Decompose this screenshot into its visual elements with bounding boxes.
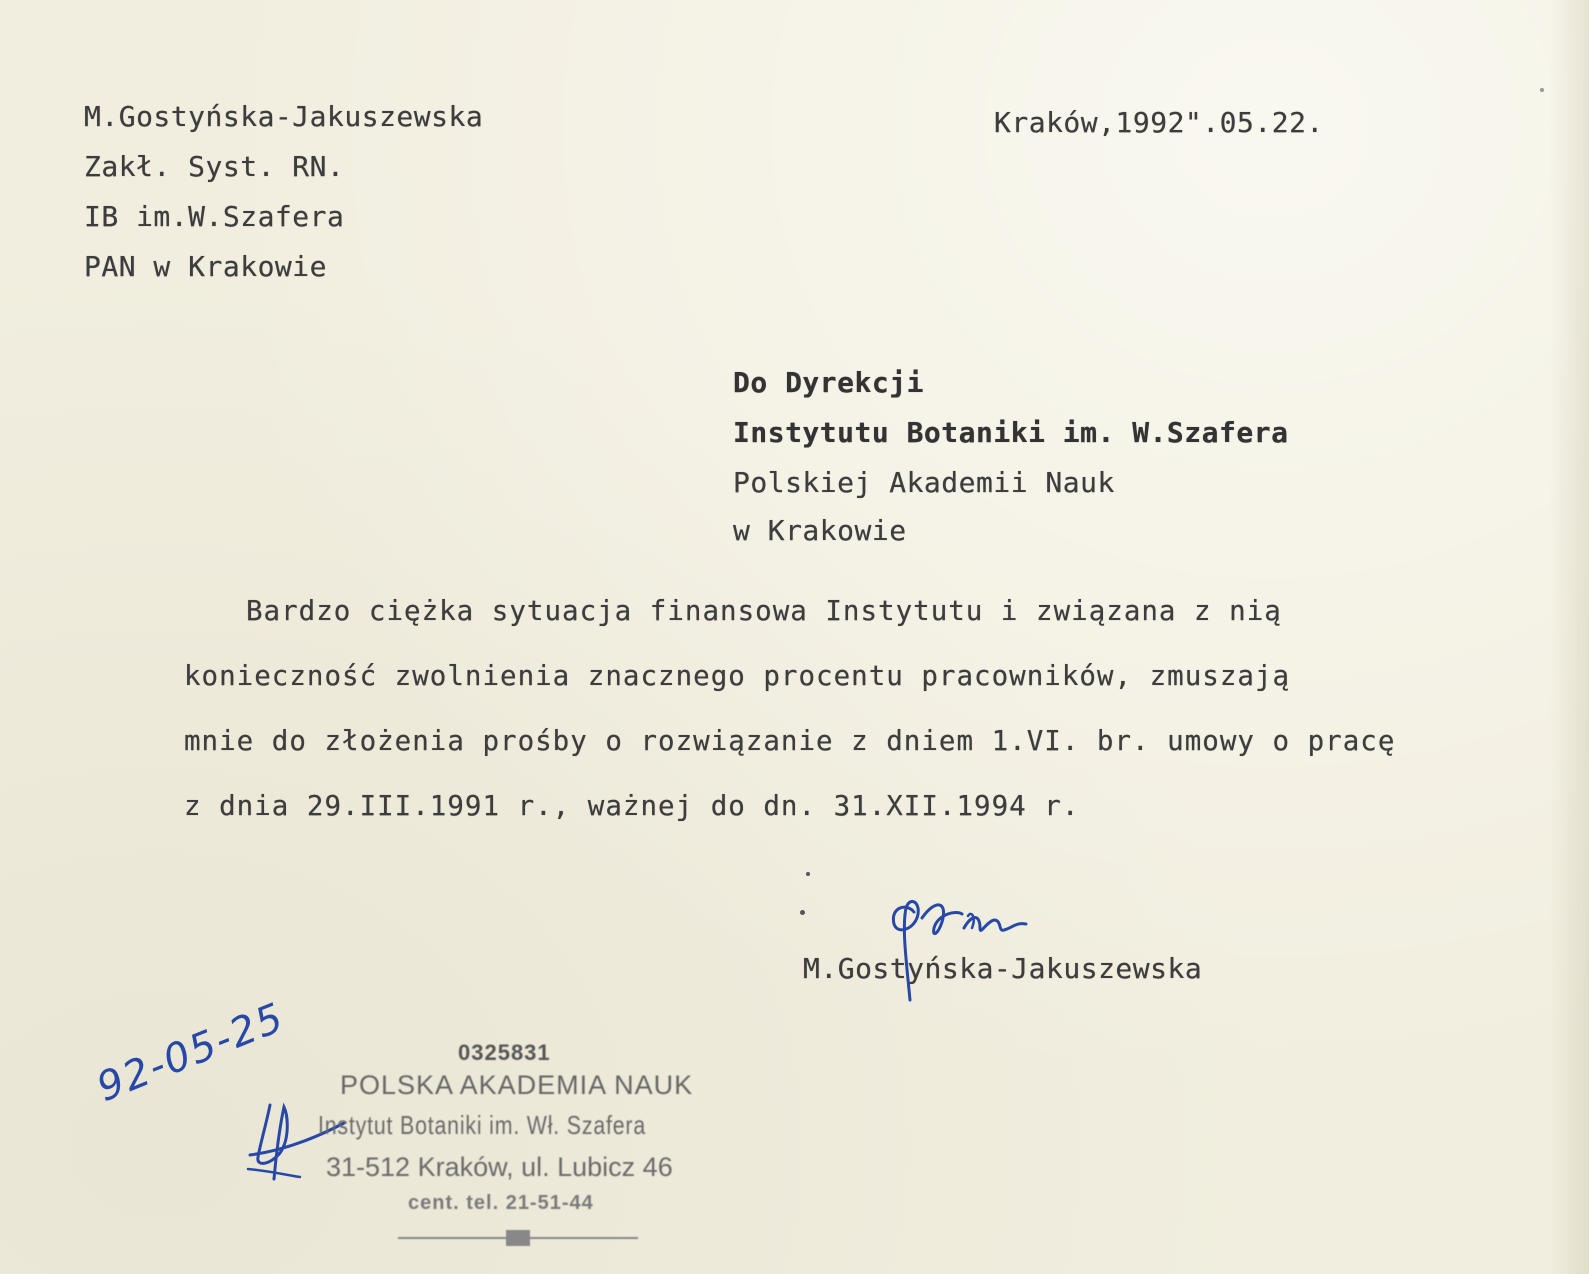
handwritten-signature	[876, 888, 1046, 1008]
stamp-institute: Instytut Botaniki im. Wł. Szafera	[318, 1110, 647, 1140]
sender-academy: PAN w Krakowie	[84, 250, 328, 283]
sender-department: Zakł. Syst. RN.	[84, 150, 345, 183]
paper-speck	[806, 872, 810, 876]
recipient-line-4: w Krakowie	[733, 514, 907, 547]
letter-date: Kraków,1992".05.22.	[994, 106, 1324, 139]
stamp-registration-number: 0325831	[458, 1040, 551, 1065]
sender-institute: IB im.W.Szafera	[84, 200, 345, 233]
stamp-organization: POLSKA AKADEMIA NAUK	[340, 1070, 694, 1100]
handwritten-receipt-date: 92-05-25	[90, 994, 292, 1111]
stamp-phone: cent. tel. 21-51-44	[408, 1192, 594, 1214]
sender-name: M.Gostyńska-Jakuszewska	[84, 100, 484, 133]
paper-speck	[800, 910, 805, 915]
body-line-3: mnie do złożenia prośby o rozwiązanie z dniem 1.VI. br. umowy o pracę	[184, 725, 1396, 757]
paper-speck	[1540, 88, 1544, 92]
stamp-address: 31-512 Kraków, ul. Lubicz 46	[326, 1152, 673, 1182]
body-line-1: Bardzo ciężka sytuacja finansowa Instytutu i związana z nią	[246, 595, 1282, 627]
body-line-4: z dnia 29.III.1991 r., ważnej do dn. 31.XII.1994 r.	[184, 790, 1080, 822]
body-line-2: konieczność zwolnienia znacznego procentu pracowników, zmuszają	[184, 660, 1291, 692]
signature-typed-name: M.Gostyńska-Jakuszewska	[803, 952, 1203, 985]
recipient-line-2: Instytutu Botaniki im. W.Szafera	[733, 416, 1289, 449]
recipient-line-3: Polskiej Akademii Nauk	[733, 466, 1115, 499]
stamp-base-ornament	[388, 1228, 648, 1248]
recipient-line-1: Do Dyrekcji	[733, 366, 924, 399]
institute-stamp	[318, 1040, 708, 1255]
